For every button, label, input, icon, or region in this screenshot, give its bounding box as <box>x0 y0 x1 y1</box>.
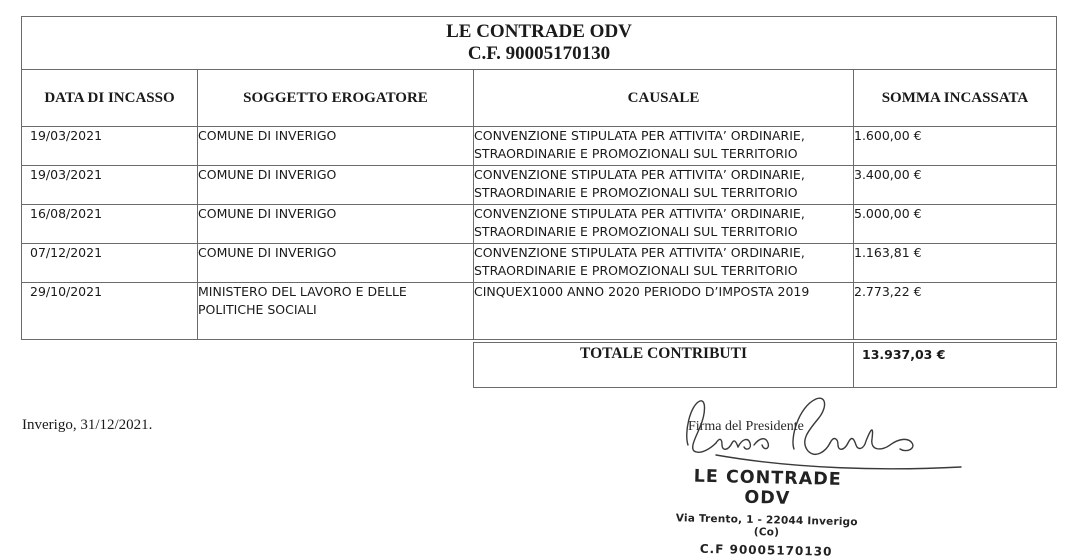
cell-payer: COMUNE DI INVERIGO <box>198 205 474 244</box>
cell-payer: COMUNE DI INVERIGO <box>198 166 474 205</box>
contributions-table <box>21 16 1057 340</box>
cell-amount: 2.773,22 € <box>854 283 1057 340</box>
cell-amount: 5.000,00 € <box>854 205 1057 244</box>
column-header-date: DATA DI INCASSO <box>22 70 198 127</box>
cell-reason: CONVENZIONE STIPULATA PER ATTIVITA’ ORDINARIE, STRAORDINARIE E PROMOZIONALI SUL TERRITORIO <box>474 244 854 283</box>
cell-payer: COMUNE DI INVERIGO <box>198 127 474 166</box>
organization-stamp <box>666 466 868 560</box>
stamp-address: Via Trento, 1 - 22044 Inverigo (Co) <box>675 512 858 539</box>
table-title-row <box>22 17 1057 70</box>
table-row <box>22 244 1057 283</box>
cell-date: 19/03/2021 <box>22 166 198 205</box>
stamp-org-name: LE CONTRADE ODV <box>693 466 842 509</box>
table-row <box>22 127 1057 166</box>
total-value: 13.937,03 € <box>854 343 1057 388</box>
table-title-cell <box>22 17 1057 70</box>
total-label: TOTALE CONTRIBUTI <box>474 343 854 388</box>
cell-payer: COMUNE DI INVERIGO <box>198 244 474 283</box>
cell-reason: CONVENZIONE STIPULATA PER ATTIVITA’ ORDINARIE, STRAORDINARIE E PROMOZIONALI SUL TERRITORIO <box>474 127 854 166</box>
cell-date: 07/12/2021 <box>22 244 198 283</box>
cell-date: 29/10/2021 <box>22 283 198 340</box>
cell-reason: CONVENZIONE STIPULATA PER ATTIVITA’ ORDINARIE, STRAORDINARIE E PROMOZIONALI SUL TERRITORIO <box>474 166 854 205</box>
org-tax-code: C.F. 90005170130 <box>467 43 611 64</box>
cell-reason: CONVENZIONE STIPULATA PER ATTIVITA’ ORDINARIE, STRAORDINARIE E PROMOZIONALI SUL TERRITORIO <box>474 205 854 244</box>
column-header-row <box>22 70 1057 127</box>
place-and-date: Inverigo, 31/12/2021. <box>22 417 153 433</box>
column-header-reason: CAUSALE <box>474 70 854 127</box>
cell-amount: 1.600,00 € <box>854 127 1057 166</box>
table-row <box>22 166 1057 205</box>
total-table <box>473 342 1057 388</box>
table-row <box>22 283 1057 340</box>
cell-date: 16/08/2021 <box>22 205 198 244</box>
cell-payer: MINISTERO DEL LAVORO E DELLE POLITICHE SOCIALI <box>198 283 474 340</box>
column-header-amount: SOMMA INCASSATA <box>854 70 1057 127</box>
cell-amount: 3.400,00 € <box>854 166 1057 205</box>
org-name: LE CONTRADE ODV <box>446 21 632 42</box>
cell-reason: CINQUEX1000 ANNO 2020 PERIODO D’IMPOSTA 2019 <box>474 283 854 340</box>
total-row <box>474 343 1057 388</box>
table-row <box>22 205 1057 244</box>
column-header-payer: SOGGETTO EROGATORE <box>198 70 474 127</box>
signature-label: Firma del Presidente <box>688 419 804 434</box>
stamp-tax-code: C.F 90005170130 <box>699 541 833 559</box>
cell-date: 19/03/2021 <box>22 127 198 166</box>
cell-amount: 1.163,81 € <box>854 244 1057 283</box>
